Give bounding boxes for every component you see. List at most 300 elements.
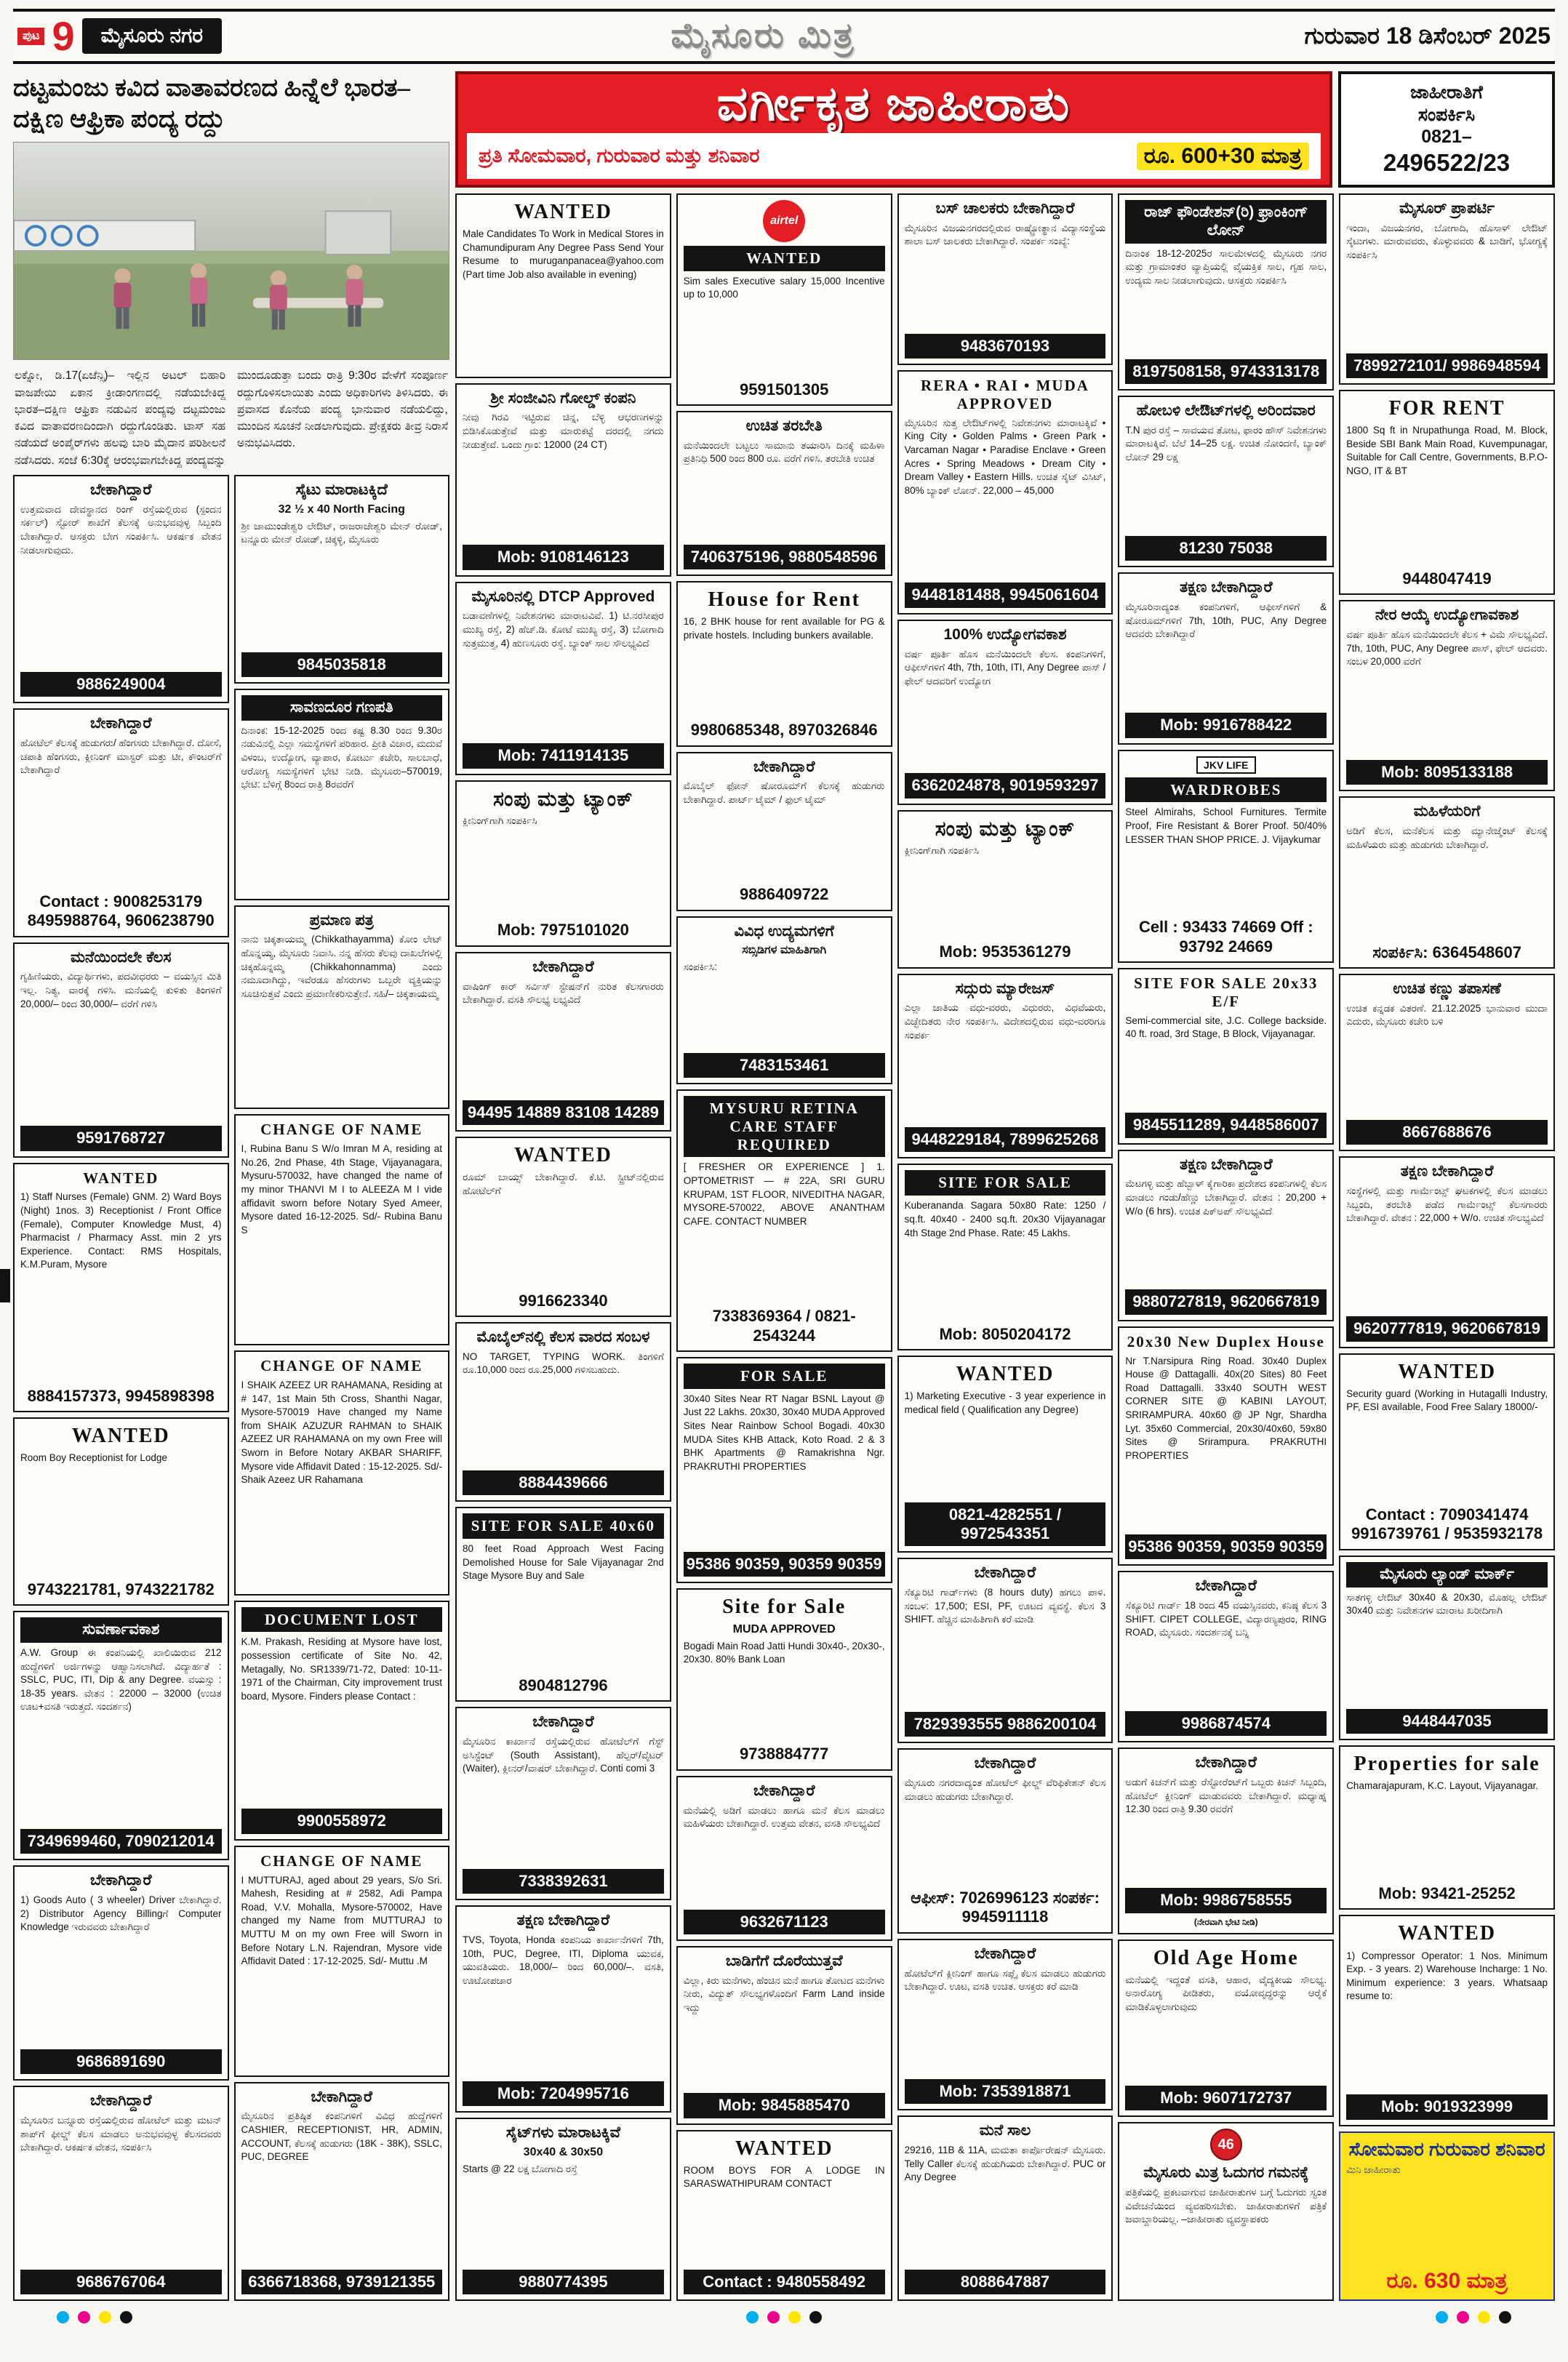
ad-phone: 9448229184, 7899625268 (905, 1127, 1106, 1152)
ad-phone: 8088647887 (905, 2270, 1106, 2294)
classified-ad (1118, 1748, 1334, 1934)
contact-std-code: 0821– (1421, 127, 1472, 148)
ad-phone: 7338392631 (463, 1869, 664, 1894)
cmyk-dots-right (1436, 2311, 1511, 2323)
ad-title: ಬೇಕಾಗಿದ್ದಾರೆ (1195, 1754, 1257, 1772)
ad-title: DOCUMENT LOST (241, 1607, 443, 1633)
contact-line-1: ಜಾಹೀರಾತಿಗೆ (1410, 81, 1483, 103)
classified-ad (676, 411, 892, 576)
ad-title: ಬೇಕಾಗಿದ್ದಾರೆ (90, 715, 152, 732)
ad-phone: 0821-4282551 / 9972543351 (905, 1502, 1106, 1547)
ad-body: Kuberananda Sagara 50x80 Rate: 1250 / sq.ft. 40x40 - 2400 sq.ft. 20x30 Vijayanagar 4th Stage 2nd Phase. Rate: 45 Lakhs. (904, 1200, 1106, 1238)
ad-column (897, 193, 1113, 2301)
classified-ad (13, 1417, 229, 1606)
ad-body: ಮೈಸೂರು ನಗರದಾದ್ಯಂತ ಹೋಟೆಲ್ ಫೀಲ್ಡ್ ವೆರಿಫಿಕೇಶನ್ ಕೆಲಸ ಮಾಡಲು ಹುಡುಗರು ಬೇಕಾಗಿದ್ದಾರೆ. (904, 1777, 1106, 1802)
ad-phone: 9738884777 (740, 1745, 829, 1764)
ad-column (1118, 193, 1334, 2301)
ad-title: ಹೋಬಳಿ ಲೇಔಟ್‌ಗಳಲ್ಲಿ ಅರಿಂದವಾರ (1136, 402, 1316, 420)
ad-body: ವರ್ಷ ಪೂರ್ತಿ ಹೊಸ ಮನೆಯಿಂದಲೇ ಕೆಲಸ + ವಿಮೆ ಸೌಲಭ್ಯವಿದೆ. 7th, 10th, PUC, Any Degree ಪಾಸ್, ಫೇಲ್ ಆದವರು. ಸಂಬಳ 20,000 ವರೆಗೆ (1346, 628, 1548, 668)
ad-body: ಮೈಸೂರಿನ ವಿಜಯನಗರದಲ್ಲಿರುವ ರಾಷ್ಟ್ರೋತ್ಥಾನ ವಿದ್ಯಾಸಂಸ್ಥೆಯ ಶಾಲಾ ಬಸ್ ಚಾಲಕರು ಬೇಕಾಗಿದ್ದಾರೆ. ಸಂಪರ್ಕ ಸಂಖ್ಯೆ: (904, 222, 1106, 247)
ad-title: ತಕ್ಷಣ ಬೇಕಾಗಿದ್ದಾರೆ (1400, 1163, 1494, 1180)
ad-body: TVS, Toyota, Honda ಕಂಪನಿಯ ಕಾರ್ಖಾನೆಗಳಿಗೆ 7th, 10th, PUC, Degree, ITI, Diploma ಯುವಕ, ಯುವತಿಯರು. 18,000/– ರಿಂದ 60,000/–. ವಸತಿ, ಊಟೋಪಚಾರ (463, 1934, 664, 1987)
ad-phone: 7349699460, 7090212014 (20, 1829, 222, 1854)
ad-title: ಉಚಿತ ಕಣ್ಣು ತಪಾಸಣೆ (1393, 980, 1501, 997)
ad-body: ಉತ್ತಮವಾದ ದೇವಸ್ಥಾನದ ರಿಂಗ್ ರಸ್ತೆಯಲ್ಲಿರುವ (ಸ್ಪಂದನ ಸರ್ಕಲ್) ಸ್ಟೋರ್ ಶಾಖೆಗೆ ಕೆಲಸಕ್ಕೆ ಅನುಭವವುಳ್ಳ ಸಿಬ್ಬಂದಿ ಬೇಕಾಗಿದ್ದಾರೆ. ಆಸಕ್ತರು ಬೇಗ ಸಂಪರ್ಕಿಸಿ. ಆಕರ್ಷಕ ವೇತನ ನೀಡಲಾಗುವುದು. (20, 503, 222, 556)
ad-note: (ನೇರವಾಗಿ ಭೇಟಿ ನೀಡಿ) (1193, 1916, 1258, 1927)
classifieds-banner (455, 71, 1332, 188)
ad-body: Sim sales Executive salary 15,000 Incentive up to 10,000 (683, 275, 885, 300)
brand-logo: JKV LIFE (1196, 756, 1255, 774)
classified-ad (13, 1865, 229, 2081)
brand-logo: airtel (763, 200, 805, 242)
ad-body: ಬಡಾವಣೆಗಳಲ್ಲಿ ನಿವೇಶನಗಳು ಮಾರಾಟವಿವೆ. 1) ಟಿ.ನರಸೀಪುರ ಮುಖ್ಯ ರಸ್ತೆ, 2) ಹೆಚ್.ಡಿ. ಕೋಟೆ ಮುಖ್ಯ ರಸ್ತೆ, 3) ಬೋಗಾದಿ ಸುತ್ತಮುತ್ತ, 4) ಹುಣಸೂರು ರಸ್ತೆ. ಬ್ಯಾಂಕ್ ಸಾಲ ಸೌಲಭ್ಯವಿದೆ (463, 610, 664, 649)
ad-body: ಮೈಸೂರಿನ ಸುತ್ತ ಲೇಔಟ್‌ಗಳಲ್ಲಿ ನಿವೇಶನಗಳು ಮಾರಾಟಕ್ಕಿವೆ • King City • Golden Palms • Green Park • Varcaman Nagar • Paradise Enclave • Green Acres • Spring Meadows • Dream City • Dream Valley • Eastern Hills. ಉಚಿತ ಸೈಟ್ ವಿಸಿಟ್, 80% ಬ್ಯಾಂಕ್ ಲೋನ್. 22,000 – 45,000 (904, 417, 1106, 496)
ad-body: 16, 2 BHK house for rent available for PG & private hostels. Including bunkers available. (683, 616, 885, 641)
ad-column (1339, 193, 1555, 2301)
ad-title: ಸೋಮವಾರ ಗುರುವಾರ ಶನಿವಾರ (1348, 2137, 1545, 2160)
ad-title: Properties for sale (1353, 1753, 1540, 1776)
classified-ad (897, 2115, 1113, 2301)
classified-ad (455, 383, 671, 577)
page-badge (17, 12, 222, 59)
classified-ad (1118, 572, 1334, 744)
ad-title: ಬೇಕಾಗಿದ್ದಾರೆ (974, 1755, 1036, 1772)
classified-ad (676, 1946, 892, 2125)
ad-body: Starts @ 22 ಲಕ್ಷ ಬೋಗಾದಿ ರಸ್ತೆ (463, 2163, 577, 2174)
press-side-mark (0, 1269, 10, 1302)
ad-title: Old Age Home (1153, 1946, 1299, 1969)
ad-title: ಮೈಸೂರು ಲ್ಯಾಂಡ್ ಮಾರ್ಕ್ (1346, 1562, 1548, 1588)
ad-title: ಬೇಕಾಗಿದ್ದಾರೆ (974, 1564, 1036, 1582)
classified-ad (676, 193, 892, 406)
ad-subtitle: 30x40 & 30x50 (523, 2145, 604, 2158)
ad-phone: ಸಂಪರ್ಕಿಸಿ: 6364548607 (1372, 942, 1521, 961)
ad-title: ಸುವರ್ಣಾವಕಾಶ (20, 1617, 222, 1643)
ad-body: I MUTTURAJ, aged about 29 years, S/o Sri. Mahesh, Residing at # 2582, Adi Pampa Road, V.V. Mohalla, Mysore-570002, Have changed my Name from MUTTURAJ to MUTTU M on my own Free will Sworn in Before Notary L.N. Rajendran, Mysore vide Affidavit Dated : 17-12-2025. Sd/- Muttu .M (241, 1874, 442, 1967)
classified-ad (455, 1137, 671, 1317)
classified-ad (897, 620, 1113, 805)
classified-ad (1339, 796, 1555, 969)
ad-title: ಬೇಕಾಗಿದ್ದಾರೆ (753, 1782, 815, 1799)
ad-title: WANTED (513, 201, 612, 223)
classified-ad (234, 1846, 450, 2077)
ad-body: ಮೈಸೂರಿನಾದ್ಯಂತ ಕಂಪನಿಗಳಿಗೆ, ಆಫೀಸ್‌ಗಳಿಗೆ & ಷೋರೂಮ್‌ಗಳಿಗೆ 7th, 10th, PUC, Any Degree ಆದವರು ಬೇಕಾಗಿದ್ದಾರೆ (1125, 601, 1327, 640)
ad-title: ತಕ್ಷಣ ಬೇಕಾಗಿದ್ದಾರೆ (1179, 1156, 1273, 1173)
page-number: 9 (52, 12, 75, 59)
ad-body: ಮಿನಿ ಜಾಹೀರಾತು (1346, 2164, 1401, 2176)
ad-title: ಬೇಕಾಗಿದ್ದಾರೆ (753, 758, 815, 775)
classified-ad (1339, 1915, 1555, 2126)
ad-rate: ರೂ. 600+30 ಮಾತ್ರ (1137, 143, 1309, 170)
ad-title: FOR RENT (1388, 397, 1505, 420)
ad-title: ಉಚಿತ ತರಬೇತಿ (745, 417, 823, 435)
ad-phone: 9686767064 (20, 2270, 222, 2294)
ad-title: ಮೈಸೂರ್ ಪ್ರಾಪರ್ಟಿ (1399, 200, 1495, 217)
ad-body: ವರ್ಷ ಪೂರ್ತಿ ಹೊಸ ಮನೆಯಿಂದಲೇ ಕೆಲಸ. ಕಂಪನಿಗಳಿಗೆ, ಆಫೀಸ್‌ಗಳಿಗೆ 4th, 7th, 10th, ITI, Any Degree ಪಾಸ್ / ಫೇಲ್ ಆದವರಿಗೆ ಉದ್ಯೋಗ (904, 648, 1106, 686)
ad-phone: Mob: 9535361279 (939, 942, 1071, 961)
ad-body: ಗೃಹಿಣಿಯರು, ವಿದ್ಯಾರ್ಥಿಗಳು, ಪದವೀಧರರು – ವಯಸ್ಸಿನ ಮಿತಿ ಇಲ್ಲ. ನಿತ್ಯ, ವಾರಕ್ಕೆ ಗಳಿಸಿ. ಮನೆಯಲ್ಲಿ ಕುಳಿತು ತಿಂಗಳಿಗೆ 20,000/– ರಿಂದ 30,000/– ವರೆಗೆ ಗಳಿಸಿ (20, 971, 222, 1009)
classified-ad (455, 1905, 671, 2113)
classified-ad (676, 1776, 892, 1941)
ad-title: ಮೈಸೂರು ಮಿತ್ರ ಓದುಗರ ಗಮನಕ್ಕೆ (1143, 2164, 1309, 2182)
classified-ad (1118, 1939, 1334, 2118)
ad-subtitle: ಸಬ್ಸಿಡಿಗಳ ಮಾಹಿತಿಗಾಗಿ (742, 944, 827, 957)
ad-body: ಸಂಸ್ಥೆಗಳಲ್ಲಿ ಮತ್ತು ಗಾರ್ಮೆಂಟ್ಸ್ ಘಟಕಗಳಲ್ಲಿ ಕೆಲಸ ಮಾಡಲು ಸಿಬ್ಬಂದಿ, ತರಬೇತಿ ಪಡೆದ ಗಾರ್ಮೆಂಟ್ಸ್ ಕೆಲಸಗಾರರು ಬೇಕಾಗಿದ್ದಾರೆ. ವೇತನ : 22,000 + W/o. ಉಚಿತ ಸೌಲಭ್ಯವಿದೆ (1346, 1185, 1548, 1224)
ad-title: ಬೇಕಾಗಿದ್ದಾರೆ (974, 1945, 1036, 1962)
ad-body: ಹೋಟೆಲ್‌ಗೆ ಕ್ಲೀನಿಂಗ್ ಹಾಗೂ ಸಪ್ಲೈ ಕೆಲಸ ಮಾಡಲು ಹುಡುಗರು ಬೇಕಾಗಿದ್ದಾರೆ. ಊಟ, ವಸತಿ ಉಚಿತ. ಆಸಕ್ತರು ಕರೆ ಮಾಡಿ (904, 1967, 1106, 1993)
ad-title: ಮಹಿಳೆಯರಿಗೆ (1413, 803, 1481, 820)
ad-column (455, 193, 671, 2301)
ad-body: 1) Marketing Executive - 3 year experience in medical field ( Qualification any Degree) (904, 1390, 1106, 1416)
ad-phone: Contact : 9480558492 (684, 2270, 885, 2294)
ad-phone: 9686891690 (20, 2049, 222, 2074)
contact-phone-number: 2496522/23 (1383, 149, 1511, 177)
ad-body: 80 feet Road Approach West Facing Demolished House for Sale Vijayanagar 2nd Stage Mysore Buy and Sale (463, 1543, 664, 1582)
right-ad-columns (455, 193, 1555, 2301)
classified-ad (1339, 2131, 1555, 2301)
ad-title: ಬೇಕಾಗಿದ್ದಾರೆ (532, 1713, 594, 1731)
news-body-text: ಲಕ್ನೋ, ಡಿ.17(ಏಜೆನ್ಸಿ)– ಇಲ್ಲಿನ ಅಟಲ್ ಬಿಹಾರಿ ವಾಜಪೇಯಿ ಏಕಾನ ಕ್ರೀಡಾಂಗಣದಲ್ಲಿ ನಡೆಯಬೇಕಿದ್ದ ಭಾರತ–ದಕ್ಷಿಣ ಆಫ್ರಿಕಾ ನಡುವಿನ ಪಂದ್ಯವು ದಟ್ಟಮಂಜು ಕವಿದ ವಾತಾವರಣದಿಂದಾಗಿ ರದ್ದುಗೊಂಡಿತು. ಟಾಸ್ ಸಹ ನಡೆಯದೆ ಅಂಪೈರ್‌ಗಳು ಹಲವು ಬಾರಿ ಮೈದಾನ ಪರಿಶೀಲನೆ ನಡೆಸಿದರು. ಸಂಜೆ 6:30ಕ್ಕೆ ಆರಂಭವಾಗಬೇಕಿದ್ದ ಪಂದ್ಯವನ್ನು ಮುಂದೂಡುತ್ತಾ ಬಂದು ರಾತ್ರಿ 9:30ರ ವೇಳೆಗೆ ಸಂಪೂರ್ಣ ರದ್ದುಗೊಳಿಸಲಾಯಿತು ಎಂದು ಅಧಿಕಾರಿಗಳು ತಿಳಿಸಿದರು. ಈ ಪ್ರವಾಸದ ಕೊನೆಯ ಪಂದ್ಯ ಭಾನುವಾರ ನಡೆಯಲಿದ್ದು, ಮುಂದಿನ ಸೂಚನೆ ನೀಡಲಾಗುವುದು. ಪ್ರೇಕ್ಷಕರು ತೀವ್ರ ನಿರಾಸೆ ಅನುಭವಿಸಿದರು. (15, 369, 448, 467)
ad-title: CHANGE OF NAME (260, 1121, 423, 1139)
ad-title: CHANGE OF NAME (260, 1851, 423, 1870)
ad-title: MYSURU RETINA CARE STAFF REQUIRED (684, 1096, 885, 1157)
page-label: ಪುಟ (17, 28, 44, 45)
ad-title: ರಾಜ್ ಫೌಂಡೇಶನ್(ರಿ) ಫ್ರಾಂಕಿಂಗ್ ಲೋನ್ (1125, 200, 1327, 244)
classified-ad (1118, 1326, 1334, 1566)
ad-subtitle: MUDA APPROVED (732, 1622, 836, 1636)
ad-phone: 9980685348, 8970326846 (690, 721, 878, 740)
ad-title: SITE FOR SALE 20x33 E/F (1134, 974, 1319, 1010)
ad-body: ಉಚಿತ ಕನ್ನಡಕ ವಿತರಣೆ. 21.12.2025 ಭಾನುವಾರ ಮುದಾ ಎದುರು, ಮೈಸೂರು ಕಚೇರಿ ಬಳಿ (1346, 1002, 1548, 1028)
ad-title: SITE FOR SALE 40x60 (463, 1513, 664, 1539)
ad-phone: 9880727819, 9620667819 (1125, 1289, 1327, 1314)
ad-body: ಮೆಟಗಳ್ಳಿ ಮತ್ತು ಹೆಬ್ಬಾಳ್ ಕೈಗಾರಿಕಾ ಪ್ರದೇಶದ ಕಂಪನಿಗಳಲ್ಲಿ ಕೆಲಸ ಮಾಡಲು ಗಂಡು/ಹೆಣ್ಣು ಬೇಕಾಗಿದ್ದಾರೆ. ವೇತನ : 20,200 + W/o (6 hrs). ಉಚಿತ ಪಿಕ್‌ಅಪ್ ಸೌಲಭ್ಯವಿದೆ (1125, 1178, 1327, 1217)
ad-body: ಅಡುಗೆ ಕಿಚನ್‌ಗೆ ಮತ್ತು ರೆಸ್ಟೋರೆಂಟ್‌ಗೆ ಒಬ್ಬರು ಕಿಚನ್ ಸಿಬ್ಬಂದಿ, ಹೋಟೆಲ್ ಕ್ಲೀನಿಂಗ್ ಮಾಡುವವರು ಬೇಕಾಗಿದ್ದಾರೆ. ಮಧ್ಯಾಹ್ನ 12.30 ರಿಂದ ರಾತ್ರಿ 9.30 ರವರೆಗೆ (1125, 1777, 1327, 1815)
classified-ad (897, 810, 1113, 969)
classified-ad (897, 370, 1113, 614)
classified-ad (13, 942, 229, 1158)
ad-title: WANTED (1398, 1360, 1497, 1383)
ad-phone: ರೂ. 630 ಮಾತ್ರ (1386, 2268, 1508, 2293)
ad-phone: 9916623340 (519, 1291, 608, 1310)
ad-body: Steel Almirahs, School Furnitures. Termite Proof, Fire Resistant & Borer Proof. 50/40% LESSER THAN SHOP PRICE. J. Vijaykumar (1125, 806, 1327, 845)
classified-ad (1118, 193, 1334, 391)
ad-title: ಮೊಬೈಲ್‌ನಲ್ಲಿ ಕೆಲಸ ವಾರದ ಸಂಬಳ (476, 1328, 650, 1345)
ad-body: I, Rubina Banu S W/o Imran M A, residing at No.26, 2nd Phase, 4th Stage, Vijayanagara, Mysuru-570032, have changed the name of my minor THANVI M I to ALEEZA M I vide affidavit sworn before Notary Syed Ameer, Mysore dated 16-12-2025. Sd/- Rubina Banu S (241, 1143, 442, 1236)
ad-body: 1) Compressor Operator: 1 Nos. Minimum Exp. - 3 years. 2) Warehouse Incharge: 1 No. Minimum experience: 3 years. Whatsaap resume to: (1346, 1950, 1548, 2002)
ad-title: WANTED (735, 2137, 833, 2160)
ad-phone: Mob: 7353918871 (905, 2079, 1106, 2104)
ad-title: House for Rent (708, 588, 860, 612)
ad-phone: 9448181488, 9945061604 (905, 583, 1106, 607)
ad-phone: 6366718368, 9739121355 (241, 2270, 443, 2294)
classified-ad (1339, 1556, 1555, 1741)
ad-phone: 8197508158, 9743313178 (1125, 359, 1327, 384)
ad-phone: 81230 75038 (1125, 536, 1327, 561)
classified-ad (234, 475, 450, 684)
ad-title: ತಕ್ಷಣ ಬೇಕಾಗಿದ್ದಾರೆ (1179, 579, 1273, 596)
ad-body: 30x40 Sites Near RT Nagar BSNL Layout @ Just 22 Lakhs. 20x30, 30x40 MUDA Approved Sites Near Rainbow School Bogadi. 40x30 MUDA Sites KHB Attack, Koto Road. 2 & 3 BHK Apartments @ Ramakrishna Ngr. PRAKRUTHI PROPERTIES (683, 1393, 885, 1472)
classified-ad (1118, 750, 1334, 964)
ad-phone: 9591501305 (740, 380, 829, 399)
ad-phone: Mob: 7411914135 (463, 743, 664, 768)
classified-ad (455, 1707, 671, 1900)
ad-title: ಮೈಸೂರಿನಲ್ಲಿ DTCP Approved (471, 588, 655, 605)
ad-body: ಮೈಸೂರಿನ ಕಾರ್ಖಾನೆ ರಸ್ತೆಯಲ್ಲಿರುವ ಹೋಟೆಲ್‌ಗೆ ಗೆಸ್ಟ್ ಅಸಿಸ್ಟೆಂಟ್ (South Assistant), ಹೆಲ್ಪರ್/ವೈಟರ್ (Waiter), ಕ್ಲೀನರ್/ವಾಷರ್ ಬೇಕಾಗಿದ್ದಾರೆ. Conti comi 3 (463, 1736, 664, 1774)
ad-phone: Mob: 7975101020 (497, 921, 629, 940)
contact-line-2: ಸಂಪರ್ಕಿಸಿ (1417, 104, 1476, 125)
classified-ad (676, 1588, 892, 1770)
classified-ad (676, 752, 892, 911)
classified-ad (13, 1163, 229, 1413)
anniversary-badge: 46 (1210, 2129, 1242, 2161)
classified-ad (234, 689, 450, 900)
classified-ad (897, 1748, 1113, 1934)
ad-phone: Mob: 9986758555 (1125, 1888, 1327, 1913)
ad-body: ಮೈಸೂರಿನ ಪ್ರತಿಷ್ಠಿತ ಕಂಪನಿಗಳಿಗೆ ವಿವಿಧ ಹುದ್ದೆಗಳಿಗೆ CASHIER, RECEPTIONIST, HR, ADMIN, ACCOUNT, ಕೆಲಸಕ್ಕೆ ಹುಡುಗರು (18K - 38K), SSLC, PUC, DEGREE (241, 2110, 442, 2163)
ad-phone: 9448047419 (1402, 569, 1492, 588)
ad-phone: 6362024878, 9019593297 (905, 773, 1106, 798)
ad-phone: 8904812796 (519, 1676, 608, 1695)
ad-body: ಮನೆಯಲ್ಲಿ ಅಡಿಗೆ ಮಾಡಲು ಹಾಗೂ ಮನೆ ಕೆಲಸ ಮಾಡಲು ಮಹಿಳೆಯರು ಬೇಕಾಗಿದ್ದಾರೆ. ಉತ್ತಮ ವೇತನ, ವಸತಿ ಸೌಲಭ್ಯವಿದೆ (683, 1804, 885, 1830)
ad-title: WANTED (83, 1169, 159, 1187)
ad-phone: Mob: 93421-25252 (1378, 1884, 1516, 1903)
ad-title: ಬೇಕಾಗಿದ್ದಾರೆ (1195, 1577, 1257, 1595)
ad-phone: 9845511289, 9448586007 (1125, 1113, 1327, 1137)
ad-title: ನೇರ ಆಯ್ಕೆ ಉದ್ಯೋಗಾವಕಾಶ (1375, 606, 1519, 624)
ad-body: [ FRESHER OR EXPERIENCE ] 1. OPTOMETRIST — # 22A, SRI GURU KRUPAM, 1ST FLOOR, NIVEDITHA NAGAR, MYSORE-570022, ABOVE ANANTHAM CAFE. CONTACT NUMBER (683, 1161, 885, 1227)
ad-title: ಬೇಕಾಗಿದ್ದಾರೆ (90, 2092, 152, 2110)
ad-phone: 7406375196, 9880548596 (684, 545, 885, 569)
ad-title: ತಕ್ಷಣ ಬೇಕಾಗಿದ್ದಾರೆ (516, 1912, 610, 1929)
left-ad-columns (13, 475, 449, 2301)
ad-phone: 9986874574 (1125, 1711, 1327, 1736)
ad-title: CHANGE OF NAME (260, 1357, 423, 1375)
ad-title: WARDROBES (1125, 777, 1327, 803)
ad-body: K.M. Prakash, Residing at Mysore have lost, possession certificate of Site No. 42, Metagally, No. SR1339/71-72, Dated: 10-11-1971 of the Chairman, City improvement trust board, Mysore. Finders please Contact : (241, 1636, 442, 1702)
section-name: ಮೈಸೂರು ನಗರ (82, 18, 222, 54)
ad-title: WANTED (684, 246, 885, 271)
ad-phone: Mob: 9019323999 (1346, 2094, 1548, 2119)
classified-ad (455, 780, 671, 947)
classified-ad (13, 1611, 229, 1860)
ad-body: ಕ್ಲೀನಿಂಗ್‌ಗಾಗಿ ಸಂಪರ್ಕಿಸಿ (904, 844, 980, 856)
classified-ad (13, 475, 229, 704)
ad-title: 100% ಉದ್ಯೋಗವಕಾಶ (943, 625, 1067, 643)
classified-ad (897, 1356, 1113, 1553)
masthead: ಮೈಸೂರು ಮಿತ್ರ (671, 17, 856, 55)
ad-body: Chamarajapuram, K.C. Layout, Vijayanagar. (1346, 1780, 1539, 1792)
classified-ad (234, 1114, 450, 1345)
classified-ad (1339, 1745, 1555, 1910)
classified-ad (676, 1357, 892, 1584)
ad-phone: Mob: 9916788422 (1125, 713, 1327, 737)
classifieds-banner-title: ವರ್ಗೀಕೃತ ಜಾಹೀರಾತು (716, 76, 1071, 130)
cricket-photo-illustration (14, 143, 449, 359)
ad-body: ಹೋಟೆಲ್ ಕೆಲಸಕ್ಕೆ ಹುಡುಗರು/ ಹೆಂಗಸರು ಬೇಕಾಗಿದ್ದಾರೆ. ದೋಸೆ, ಚಪಾತಿ ಹೆಂಗಸರು, ಕ್ಲೀನಿಂಗ್ ಮಾಸ್ಟರ್ ಮತ್ತು ಟೀ, ಕೌಂಟರ್‌ಗೆ ಬೇಕಾಗಿದ್ದಾರೆ (20, 737, 222, 776)
ad-phone: 9483670193 (905, 334, 1106, 359)
classified-ad (676, 2130, 892, 2301)
ad-title: SITE FOR SALE (905, 1170, 1106, 1196)
classified-ad (1339, 390, 1555, 595)
classified-ad (1339, 193, 1555, 385)
ad-phone: 9886249004 (20, 672, 222, 697)
ad-title: ಮನೆ ಸಾಲ (979, 2122, 1031, 2139)
ad-body: ನಾನು ಚಿಕ್ಕತಾಯಮ್ಮ (Chikkathayamma) ಕೋಂ ಲೇಟ್ ಹೊನ್ನಯ್ಯ, ಮೈಸೂರು ನಿವಾಸಿ. ನನ್ನ ಹೆಸರು ಕೆಲವು ದಾಖಲೆಗಳಲ್ಲಿ ಚಿಕ್ಕಹೊನ್ನಮ್ಮ (Chikkahonnamma) ಎಂದು ನಮೂದಾಗಿದ್ದು, ಇವೆರಡೂ ಹೆಸರುಗಳು ಒಬ್ಬರೇ ವ್ಯಕ್ತಿಯನ್ನು ಸೂಚಿಸುತ್ತವೆ ಎಂದು ಪ್ರಮಾಣೀಕರಿಸುತ್ತೇನೆ. ಸಹಿ/– ಚಿಕ್ಕತಾಯಮ್ಮ (241, 934, 442, 999)
ad-body: 1) Staff Nurses (Female) GNM. 2) Ward Boys (Night) 1nos. 3) Receptionist / Front Office (Female), Computer Knowledge Must, 4) Pharmacist / Pharmacy Asst. min 2 yrs Experience. Contact: RMS Hospitals, K.M.Puram, Mysore (20, 1191, 222, 1270)
ad-body: ದಿನಾಂಕ 18-12-2025ರ ಸಾಲಮೇಳದಲ್ಲಿ ಮೈಸೂರು ನಗರ ಮತ್ತು ಗ್ರಾಮಾಂತರ ವ್ಯಾಪ್ತಿಯಲ್ಲಿ ವೈಯಕ್ತಿಕ ಸಾಲ, ಗೃಹ ಸಾಲ, ಉದ್ಯಮ ಸಾಲ ನೀಡಲಾಗುವುದು. ಆಸಕ್ತರು ಸಂಪರ್ಕಿಸಿ (1125, 247, 1327, 286)
ad-body: Nr T.Narsipura Ring Road. 30x40 Duplex House @ Dattagalli. 40x(20 Sites) 80 Feet Road Dattagalli. 33x40 SOUTH WEST CORNER SITE @ KABINI LAYOUT, SRIRAMPURA. 40x60 @ JP Ngr, Shardha Lyt. 35x60 Commercial, 20x30/40x60, 59x80 Sites @ Srirampura. PRAKRUTHI PROPERTIES (1125, 1355, 1327, 1461)
ad-body: I SHAIK AZEEZ UR RAHAMANA, Residing at # 147, 1st Main 5th Cross, Shanthi Nagar, Mysore-570019 Have changed my Name from SHAIK AZUZUR RAHMAN to SHAIK AZEEZ UR RAHAMANA on my own Free will Sworn in Before Notary AKBAR SHARIFF, Mysore vide Affidavit Dated : 15-12-2025. Sd/- Shaik Azeez UR Rahamana (241, 1379, 442, 1486)
press-registration-marks (13, 2301, 1555, 2323)
ad-body: 1) Goods Auto ( 3 wheeler) Driver ಬೇಕಾಗಿದ್ದಾರೆ. 2) Distributor Agency Billingಗೆ Computer Knowledge ಇರುವವರು ಬೇಕಾಗಿದ್ದಾರೆ (20, 1894, 222, 1933)
ad-body: ವಾಷಿಂಗ್ ಕಾರ್ ಸರ್ವಿಸ್ ಸ್ಟೇಷನ್‌ಗೆ ನುರಿತ ಕೆಲಸಗಾರರು ಬೇಕಾಗಿದ್ದಾರೆ. ವಸತಿ ಸೌಲಭ್ಯ ಲಭ್ಯವಿದೆ (463, 980, 664, 1006)
ad-phone: Mob: 8095133188 (1346, 760, 1548, 785)
ad-title: ಸಂಪು ಮತ್ತು ಟ್ಯಾಂಕ್ (493, 787, 633, 810)
ad-title: ಬೇಕಾಗಿದ್ದಾರೆ (532, 958, 594, 975)
ad-title: ಬೇಕಾಗಿದ್ದಾರೆ (311, 2088, 372, 2105)
ad-phone: 9632671123 (684, 1910, 885, 1934)
classified-ad (455, 2118, 671, 2301)
classified-ad (897, 974, 1113, 1159)
classified-ad (455, 193, 671, 378)
classified-ad (897, 193, 1113, 365)
classified-ad (13, 2086, 229, 2301)
classified-ad (1339, 974, 1555, 1152)
classified-ad (1118, 968, 1334, 1144)
ad-phone: 95386 90359, 90359 90359 (684, 1552, 885, 1577)
classified-ad (1339, 1353, 1555, 1550)
ad-body: Bogadi Main Road Jatti Hundi 30x40-, 20x30-, 20x30. 80% Bank Loan (683, 1640, 885, 1665)
classified-ad (1339, 1156, 1555, 1348)
ad-body: ಸಾತಗಳ್ಳಿ ಲೇಔಟ್ 30x40 & 20x30, ಮೊಹಲ್ಲ ಲೇಔಟ್ 30x40 ಮತ್ತು ನಿವೇಶನಗಳ ಮಾರಾಟ ಖರೀದಿಗಾಗಿ (1346, 1591, 1548, 1617)
ad-phone: 95386 90359, 90359 90359 (1125, 1534, 1327, 1559)
ad-body: ಅಡಿಗೆ ಕೆಲಸ, ಮನೆಕೆಲಸ ಮತ್ತು ಮ್ಯಾನೇಜ್ಮೆಂಟ್ ಕೆಲಸಕ್ಕೆ ಮಹಿಳೆಯರು ಮತ್ತು ಹುಡುಗರು ಬೇಕಾಗಿದ್ದಾರೆ. (1346, 825, 1548, 850)
ad-phone: 9886409722 (740, 885, 829, 904)
ad-body: Semi-commercial site, J.C. College backside. 40 ft. road, 3rd Stage, B Block, Vijayanagar. (1125, 1014, 1327, 1040)
ad-body: A.W. Group ಈ ಕಂಪನಿಯಲ್ಲಿ ಖಾಲಿಯಿರುವ 212 ಹುದ್ದೆಗಳಿಗೆ ಅರ್ಜಿಗಳನ್ನು ಆಹ್ವಾನಿಸಲಾಗಿದೆ. ವಿದ್ಯಾರ್ಹತೆ : SSLC, PUC, ITI, Dip & any Degree. ವಯಸ್ಸು : 18-35 years. ವೇತನ : 22000 – 32000 (ಉಚಿತ ಊಟ+ವಸತಿ ಇರುತ್ತದೆ. ಸಂದರ್ಶನ) (20, 1646, 222, 1713)
classified-ad (455, 582, 671, 775)
ad-body: ಮನೆಯಿಂದಲೇ ಬಟ್ಟಲು ಸಾಮಾನು ತಯಾರಿಸಿ ದಿನಕ್ಕೆ ಮಹಿಳಾ ಪ್ರತಿನಿಧಿ 500 ರಿಂದ 800 ರೂ. ವರೆಗೆ ಗಳಿಸಿ. ತರಬೇತಿ ಉಚಿತ (683, 439, 885, 465)
classified-ad (1118, 396, 1334, 567)
classified-ad (1339, 600, 1555, 791)
ad-body: Male Candidates To Work in Medical Stores in Chamundipuram Any Degree Pass Send Your Resume to muruganpanacea@yahoo.com (Part time Job also available in evening) (463, 228, 664, 280)
news-headline: ದಟ್ಟಮಂಜು ಕವಿದ ವಾತಾವರಣದ ಹಿನ್ನೆಲೆ ಭಾರತ–ದಕ್ಷಿಣ ಆಫ್ರಿಕಾ ಪಂದ್ಯ ರದ್ದು (13, 73, 411, 133)
ad-body: ಸೆಕ್ಯೂರಿಟಿ ಗಾರ್ಡ್ 18 ರಿಂದ 45 ವಯಸ್ಸಿನವರು, ಕನಿಷ್ಠ ಕೆಲಸ 3 SHIFT. CIPET COLLEGE, ವಿದ್ಯಾರಣ್ಯಪುರಂ, RING ROAD, ಮೈಸೂರು. ಸಂದರ್ಶನಕ್ಕೆ ಬನ್ನಿ (1125, 1599, 1327, 1638)
ad-title: ಸಂಪು ಮತ್ತು ಟ್ಯಾಂಕ್ (935, 817, 1076, 840)
ad-phone: Mob: 9607172737 (1125, 2086, 1327, 2110)
ad-body: T.N ಪುರ ರಸ್ತೆ – ಸಾವಯವ ತೋಟ, ಫಾರಂ ಹೌಸ್ ನಿವೇಶನಗಳು ಮಾರಾಟಕ್ಕಿವೆ. ಬೆಲೆ 14–25 ಲಕ್ಷ. ಉಚಿತ ನೋಂದಣಿ, ಬ್ಯಾಂಕ್ ಲೋನ್ 29 ಲಕ್ಷ (1125, 424, 1327, 463)
publish-days: ಪ್ರತಿ ಸೋಮವಾರ, ಗುರುವಾರ ಮತ್ತು ಶನಿವಾರ (479, 144, 760, 167)
ad-phone: Contact : 7090341474 9916739761 / 9535932178 (1351, 1505, 1543, 1543)
classifieds-area (455, 71, 1555, 2301)
ad-title: ಸೈಟ್‌ಗಳು ಮಾರಾಟಕ್ಕಿವೆ (505, 2124, 620, 2142)
ad-body: ಮೈಸೂರಿನ ಬನ್ನೂರು ರಸ್ತೆಯಲ್ಲಿರುವ ಹೋಟೆಲ್ ಮತ್ತು ಮಟನ್ ಶಾಪ್‌ಗೆ ಫೀಲ್ಡ್ ಕೆಲಸ ಮಾಡಲು ಅನುಭವವುಳ್ಳ ಕೆಲಸದವರು ಬೇಕಾಗಿದ್ದಾರೆ. ಆಕರ್ಷಕ ವೇತನ, ಸಂಪರ್ಕಿಸಿ (20, 2114, 222, 2153)
ad-title: ಬೇಕಾಗಿದ್ದಾರೆ (90, 481, 152, 498)
page-content (13, 71, 1555, 2301)
ad-phone: 9448447035 (1346, 1709, 1548, 1734)
ad-phone: 9591768727 (20, 1126, 222, 1150)
ad-title: WANTED (1398, 1922, 1497, 1945)
ad-body: ರೂಮ್ ಬಾಯ್ಸ್ ಬೇಕಾಗಿದ್ದಾರೆ. ಕೆ.ಟಿ. ಸ್ಟ್ರೀಟ್‌ನಲ್ಲಿರುವ ಹೋಟೆಲ್‌ಗೆ (463, 1172, 664, 1196)
ad-phone: ಆಫೀಸ್: 7026996123 ಸಂಪರ್ಕ: 9945911118 (911, 1889, 1100, 1926)
ad-phone: Cell : 93433 74669 Off : 93792 24669 (1138, 918, 1313, 956)
ad-title: ಮನೆಯಿಂದಲೇ ಕೆಲಸ (70, 948, 172, 966)
ad-phone: 9743221781, 9743221782 (27, 1580, 215, 1598)
ad-phone: 9900558972 (241, 1809, 443, 1833)
ad-body: ದಿನಾಂಕ: 15-12-2025 ರಿಂದ ಕಷ್ಟ 8.30 ರಿಂದ 9.30ರ ನಡುವಿನಲ್ಲಿ ಎಲ್ಲಾ ಸಮಸ್ಯೆಗಳಿಗೆ ಪರಿಹಾರ. ಪ್ರೀತಿ ವಿಚಾರ, ಮದುವೆ ವಿಳಂಬ, ಉದ್ಯೋಗ, ವ್ಯಾಪಾರ, ಕೋರ್ಟು ಕಚೇರಿ, ಸಾಲಬಾಧೆ, ಆರೋಗ್ಯ ಸಮಸ್ಯೆಗಳಿಗೆ ಭೇಟಿ ನೀಡಿ. ಮೈಸೂರು–570019, ಭೇಟಿ: ಬೆಳಿಗ್ಗೆ 8ರಿಂದ ರಾತ್ರಿ 8ರವರೆಗೆ (241, 724, 442, 790)
classified-ad (455, 1322, 671, 1502)
ad-body: ROOM BOYS FOR A LODGE IN SARASWATHIPURAM CONTACT (683, 2164, 885, 2190)
classifieds-banner-strip (467, 133, 1321, 179)
ad-body: ಇಂದಾ, ವಿಜಯನಗರ, ಬೋಗಾದಿ, ಹೊಸಾಳ್ ಲೇಔಟ್ ಸೈಟುಗಳು. ಮಾರುವವರು, ಕೊಳ್ಳುವವರು & ಬಾಡಿಗೆ, ಭೋಗ್ಯಕ್ಕೆ ಸಂಪರ್ಕಿಸಿ (1346, 222, 1548, 261)
ad-body: ಕ್ಲೀನಿಂಗ್‌ಗಾಗಿ ಸಂಪರ್ಕಿಸಿ (463, 814, 537, 826)
ad-title: ವಿವಿಧ ಉದ್ಯಮಗಳಿಗೆ (734, 922, 834, 940)
page-header (13, 9, 1555, 64)
ad-body: ಮನೆಯಲ್ಲಿ ಇದ್ದಂತೆ ವಸತಿ, ಆಹಾರ, ವೈದ್ಯಕೀಯ ಸೌಲಭ್ಯ. ಅನಾರೋಗ್ಯ ಪೀಡಿತರು, ವಯೋವೃದ್ಧರನ್ನು ಆರೈಕೆ ಮಾಡಿಕೊಳ್ಳಲಾಗುವುದು (1125, 1974, 1327, 2012)
news-article (13, 71, 449, 475)
ad-phone: Mob: 9845885470 (684, 2093, 885, 2118)
classified-ad (455, 952, 671, 1132)
ad-phone: Mob: 7204995716 (463, 2081, 664, 2106)
ad-phone: Mob: 8050204172 (939, 1324, 1071, 1343)
classified-ad (897, 1939, 1113, 2110)
cmyk-dots-center (746, 2311, 822, 2323)
ad-title: Site for Sale (722, 1596, 847, 1619)
ad-body: ಶ್ರೀ ಚಾಮುಂಡೇಶ್ವರಿ ಲೇಔಟ್, ರಾಜರಾಜೇಶ್ವರಿ ಮೇನ್ ರೋಡ್, ಟನ್ನೂರು ಮೇನ್ ರೋಡ್, ಚಿಕ್ಕಳ್ಳಿ, ಮೈಸೂರು (241, 520, 442, 545)
ad-title: 20x30 New Duplex House (1127, 1332, 1325, 1350)
ad-title: ಪ್ರಮಾಣ ಪತ್ರ (309, 911, 374, 929)
classified-ad (455, 1507, 671, 1702)
ad-phone: 9845035818 (241, 652, 443, 677)
ad-title: ಸೈಟು ಮಾರಾಟಕ್ಕಿದೆ (295, 481, 388, 498)
classified-ad (897, 1558, 1113, 1743)
ad-title: WANTED (513, 1144, 612, 1167)
ad-phone: 8884157373, 9945898398 (27, 1386, 215, 1405)
news-and-left-ads (13, 71, 449, 2301)
ad-phone: Contact : 9008253179 8495988764, 9606238790 (27, 892, 215, 930)
ad-phone: 7829393555 9886200104 (905, 1712, 1106, 1737)
ad-phone: 94495 14889 83108 14289 (463, 1100, 664, 1125)
ad-body: ಸಂಪರ್ಕಿಸಿ: (683, 961, 717, 973)
ad-body: ವಿಲ್ಲಾ, ಕಿರು ಮನೆಗಳು, ಹೆಂಚಿನ ಮನೆ ಹಾಗೂ ತೋಟದ ಮನೆಗಳು ನೀರು, ವಿದ್ಯುತ್ ಸೌಲಭ್ಯಗಳೊಂದಿಗೆ Farm Land inside ಇದ್ದು (683, 1974, 885, 2013)
ad-phone: 7483153461 (684, 1053, 885, 1078)
cricket-fog-photo (13, 142, 449, 360)
ad-body: 1800 Sq ft in Nrupathunga Road, M. Block, Beside SBI Bank Main Road, Kuvempunagar, Suitable for Call Centre, Governments, B.P.O- NGO, IT & BT (1346, 425, 1548, 477)
ad-body: ಮೊಬೈಲ್ ಫೋನ್ ಷೋರೂಮ್‌ಗೆ ಕೆಲಸಕ್ಕೆ ಹುಡುಗರು ಬೇಕಾಗಿದ್ದಾರೆ. ಪಾರ್ಟ್ ಟೈಮ್ / ಫುಲ್ ಟೈಮ್ (683, 780, 885, 805)
ad-phone: Mob: 9108146123 (463, 545, 664, 569)
ad-body: NO TARGET, TYPING WORK. ತಿಂಗಳಿಗೆ ರೂ.10,000 ರಿಂದ ರೂ.25,000 ಗಳಿಸಬಹುದು. (463, 1350, 664, 1376)
cmyk-dots-left (57, 2311, 132, 2323)
classified-ad (234, 1350, 450, 1596)
classified-ad (1118, 2122, 1334, 2301)
ad-title: ಬಸ್ ಚಾಲಕರು ಬೇಕಾಗಿದ್ದಾರೆ (935, 200, 1075, 217)
classified-ad (13, 708, 229, 937)
classified-ad (676, 916, 892, 1084)
classified-ad (234, 905, 450, 1110)
ad-subtitle: 32 ½ x 40 North Facing (278, 503, 405, 516)
ad-body: ಸೆಕ್ಯೂರಿಟಿ ಗಾರ್ಡ್‌ಗಳು (8 hours duty) ಹಗಲು ಪಾಳಿ. ಸಂಬಳ: 17,500; ESI, PF, ಊಟದ ವ್ಯವಸ್ಥೆ. ಕೆಲಸ 3 SHIFT. ಹೆಚ್ಚಿನ ಮಾಹಿತಿಗಾಗಿ ಕರೆ ಮಾಡಿ (904, 1587, 1106, 1625)
ad-body: ನೀವು ಗಿರವಿ ಇಟ್ಟಿರುವ ಚಿನ್ನ, ಬೆಳ್ಳಿ ಆಭರಣಗಳನ್ನು ಬಿಡಿಸಿಕೊಡುತ್ತೇವೆ ಮತ್ತು ಮಾರುಕಟ್ಟೆ ದರದಲ್ಲಿ ನಗದು ನೀಡುತ್ತೇವೆ. ಒಂದು ಗ್ರಾಂ: 12000 (24 CT) (463, 412, 664, 450)
classifieds-banner-row (455, 71, 1555, 188)
ad-body: Security guard (Working in Hutagalli Industry, PF, ESI available, Food Free Salary 18000/- (1346, 1388, 1548, 1413)
ad-title: ಶ್ರೀ ಸಂಜೀವಿನಿ ಗೋಲ್ಡ್ ಕಂಪನಿ (490, 389, 636, 407)
ad-body: ಪತ್ರಿಕೆಯಲ್ಲಿ ಪ್ರಕಟವಾಗುವ ಜಾಹೀರಾತುಗಳ ಬಗ್ಗೆ ಓದುಗರು ಸ್ವಂತ ವಿವೇಚನೆಯಿಂದ ವ್ಯವಹರಿಸಬೇಕು. ಜಾಹೀರಾತುಗಳಿಗೆ ಪತ್ರಿಕೆ ಜವಾಬ್ದಾರಿಯಲ್ಲ. –ಜಾಹೀರಾತು ವ್ಯವಸ್ಥಾಪಕರು (1125, 2186, 1327, 2225)
ad-body: ಎಲ್ಲಾ ಜಾತಿಯ ವಧು-ವರರು, ವಿಧುರರು, ವಿಧವೆಯರು, ವಿಚ್ಛೇದಿತರು ನೇರ ಸಂಪರ್ಕಿಸಿ. ವಿದೇಶದಲ್ಲಿರುವ ವಧು-ವರರಿಗೂ ಸಂಪರ್ಕ (904, 1002, 1106, 1041)
classified-ad (897, 1164, 1113, 1350)
classified-ad (1118, 1571, 1334, 1742)
ad-column (13, 475, 229, 2301)
